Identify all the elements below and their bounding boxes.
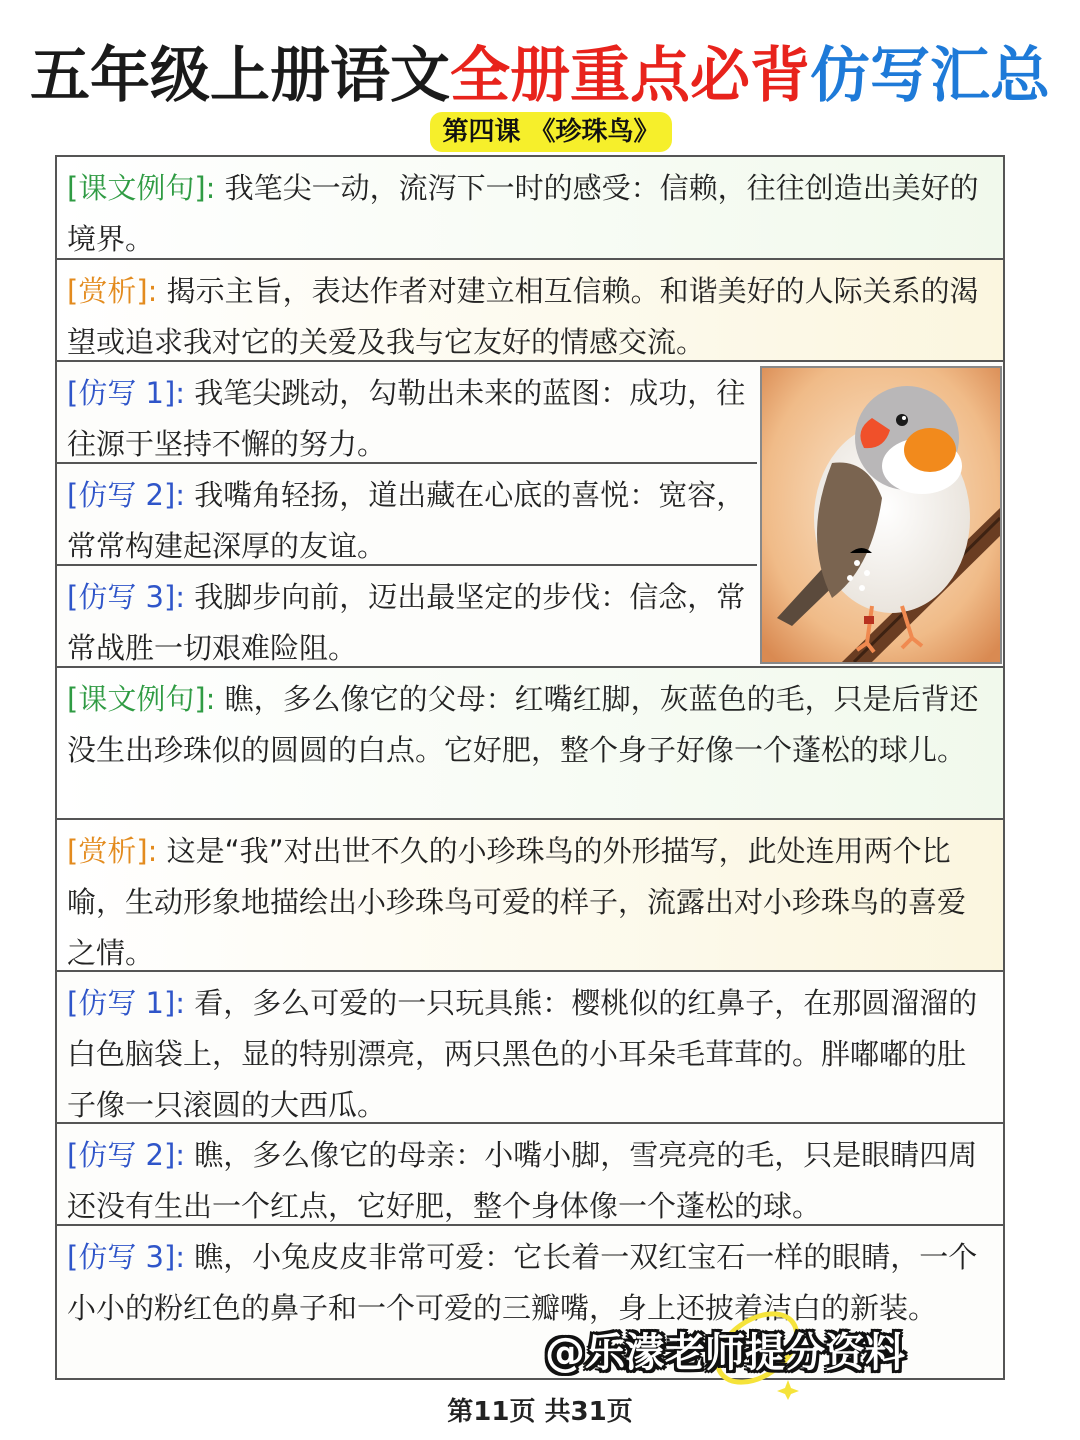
section-text: 瞧，多么像它的母亲：小嘴小脚，雪亮亮的毛，只是眼睛四周还没有生出一个红点，它好肥，整个身体像一个蓬松的球。 [67,1138,978,1223]
section-analysis-2 [57,820,1003,972]
section-text: 我脚步向前，迈出最坚定的步伐：信念，常常战胜一切艰难险阻。 [67,580,746,665]
section-text: 瞧，多么像它的父母：红嘴红脚，灰蓝色的毛，只是后背还没生出珍珠似的圆圆的白点。它好肥，整个身子好像一个蓬松的球儿。 [67,682,979,767]
section-label: [课文例句]: [67,682,216,716]
section-label: [课文例句]: [67,171,216,205]
section-imitation-2 [57,464,757,566]
section-label: [赏析]: [67,834,158,868]
section-label: [仿写 1]: [67,986,186,1020]
section-example-sentence-1 [57,157,1003,260]
section-imitation-4 [57,972,1003,1124]
section-example-sentence-2 [57,668,1003,820]
page-indicator: 第11页 共31页 [447,1397,633,1427]
zebra-finch-image [760,366,1002,664]
page-title [0,36,1080,116]
author-watermark: @乐濛老师提分资料 [545,1330,905,1376]
section-text: 我笔尖跳动，勾勒出未来的蓝图：成功，往往源于坚持不懈的努力。 [67,376,746,461]
section-text: 揭示主旨，表达作者对建立相互信赖。和谐美好的人际关系的渴望或追求我对它的关爱及我与它友好的情感交流。 [67,274,979,359]
section-text: 看，多么可爱的一只玩具熊：樱桃似的红鼻子，在那圆溜溜的白色脑袋上，显的特别漂亮，两只黑色的小耳朵毛茸茸的。胖嘟嘟的肚子像一只滚圆的大西瓜。 [67,986,978,1122]
section-label: [赏析]: [67,274,158,308]
title-part-1: 五年级上册语文 [30,41,450,111]
section-analysis-1 [57,260,1003,362]
section-text: 我笔尖一动，流泻下一时的感受：信赖，往往创造出美好的境界。 [67,171,979,256]
bird-illustration [762,368,1000,662]
section-label: [仿写 2]: [67,478,186,512]
section-label: [仿写 3]: [67,580,186,614]
section-text: 瞧，小兔皮皮非常可爱：它长着一双红宝石一样的眼睛，一个小小的粉红色的鼻子和一个可爱的三瓣嘴，身上还披着洁白的新装。 [67,1240,978,1325]
section-imitation-5 [57,1124,1003,1226]
title-part-3: 仿写汇总 [810,41,1050,111]
section-label: [仿写 3]: [67,1240,186,1274]
section-label: [仿写 2]: [67,1138,186,1172]
section-text: 我嘴角轻扬，道出藏在心底的喜悦：宽容，常常构建起深厚的友谊。 [67,478,746,563]
section-label: [仿写 1]: [67,376,186,410]
lesson-badge: 第四课 《珍珠鸟》 [430,112,672,152]
section-imitation-1 [57,362,757,464]
section-text: 这是“我”对出世不久的小珍珠鸟的外形描写，此处连用两个比喻，生动形象地描绘出小珍珠鸟可爱的样子，流露出对小珍珠鸟的喜爱之情。 [67,834,967,970]
title-part-2: 全册重点必背 [450,41,810,111]
